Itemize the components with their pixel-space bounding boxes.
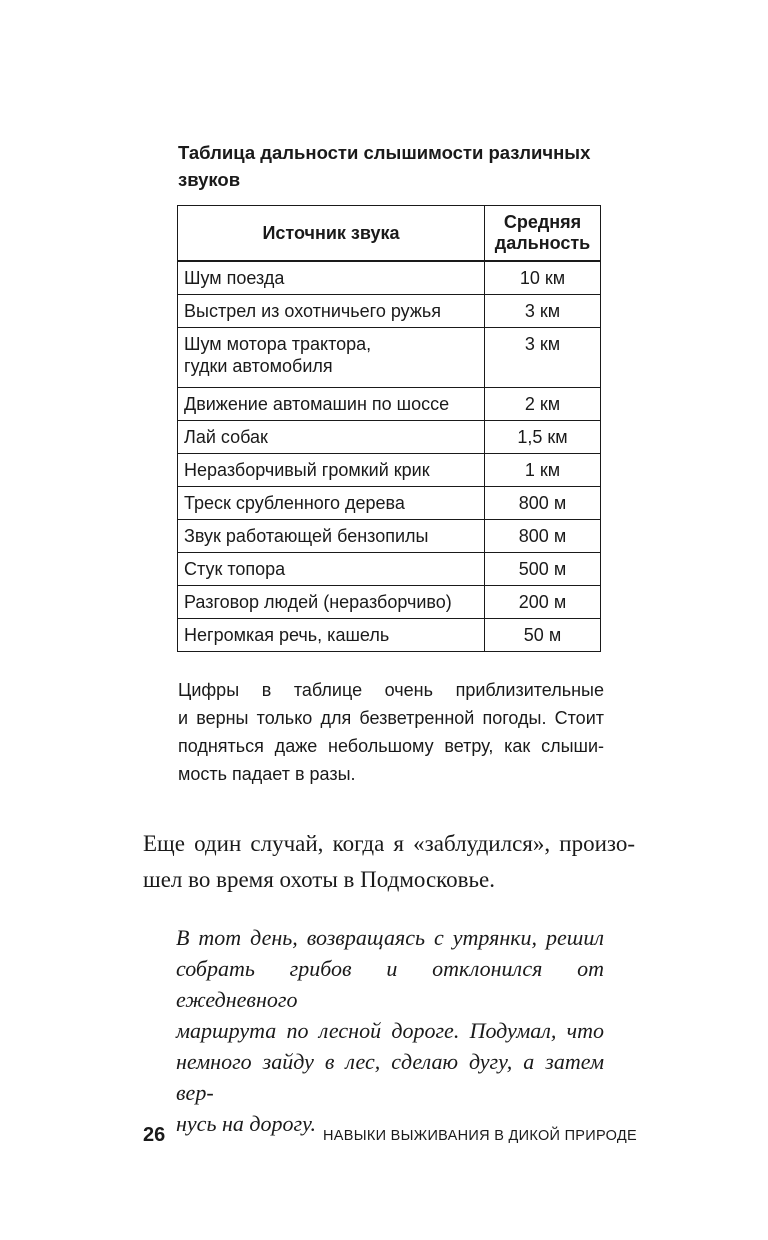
table-row [178,421,601,454]
quote-line: В тот день, возвращаясь с утрянки, решил [176,925,604,950]
row-distance: 800 м [485,487,601,520]
quote-line: собрать грибов и отклонился от ежедневного [176,956,604,1012]
row-distance: 10 км [485,261,601,295]
table-row [178,295,601,328]
header-sound-source: Источник звука [178,206,485,262]
row-source: Шум поезда [178,261,485,295]
row-source: Движение автомашин по шоссе [178,388,485,421]
row-distance: 200 м [485,586,601,619]
row-source: Неразборчивый громкий крик [178,454,485,487]
note-line: и верны только для безветренной погоды. Стоит [178,708,604,728]
italic-quote [176,922,604,1139]
note-line: мость падает в разы. [178,764,356,784]
row-distance: 2 км [485,388,601,421]
note-line: подняться даже небольшому ветру, как слыши- [178,736,604,756]
table-caption: Таблица дальности слышимости различных звуков [178,142,591,190]
row-distance: 500 м [485,553,601,586]
row-source-line2: гудки автомобиля [184,356,333,376]
table-row [178,619,601,652]
table-row [178,520,601,553]
table-row [178,328,601,388]
row-source: Разговор людей (неразборчиво) [178,586,485,619]
table-row [178,261,601,295]
row-source: Лай собак [178,421,485,454]
row-distance: 50 м [485,619,601,652]
quote-line: нусь на дорогу. [176,1111,316,1136]
body-line: Еще один случай, когда я «заблудился», произо- [143,831,635,856]
table-row [178,553,601,586]
sound-distance-table [177,205,601,652]
row-source: Треск срубленного дерева [178,487,485,520]
table-row [178,487,601,520]
quote-line: немного зайду в лес, сделаю дугу, а затем вер- [176,1049,604,1105]
row-distance: 800 м [485,520,601,553]
row-source [178,328,485,388]
body-line: шел во время охоты в Подмосковье. [143,867,495,892]
row-distance: 3 км [485,328,601,388]
header-distance-line1: Средняя [503,212,582,232]
page-footer [143,1124,637,1152]
row-source: Негромкая речь, кашель [178,619,485,652]
header-average-distance [485,206,601,262]
row-distance: 1,5 км [485,421,601,454]
header-distance-line2: дальность [494,233,591,253]
page-number: 26 [143,1124,166,1146]
row-distance: 1 км [485,454,601,487]
row-source: Стук топора [178,553,485,586]
table-header-row [178,206,601,262]
quote-line: маршрута по лесной дороге. Подумал, что [176,1018,604,1043]
row-distance: 3 км [485,295,601,328]
row-source: Выстрел из охотничьего ружья [178,295,485,328]
table-row [178,388,601,421]
running-title: НАВЫКИ ВЫЖИВАНИЯ В ДИКОЙ ПРИРОДЕ [323,1128,637,1144]
table-row [178,586,601,619]
row-source: Звук работающей бензопилы [178,520,485,553]
row-source-line1: Шум мотора трактора, [184,334,372,354]
note-line: Цифры в таблице очень приблизительные [178,680,604,700]
table-row [178,454,601,487]
body-paragraph [143,826,635,898]
table-note [178,676,604,788]
